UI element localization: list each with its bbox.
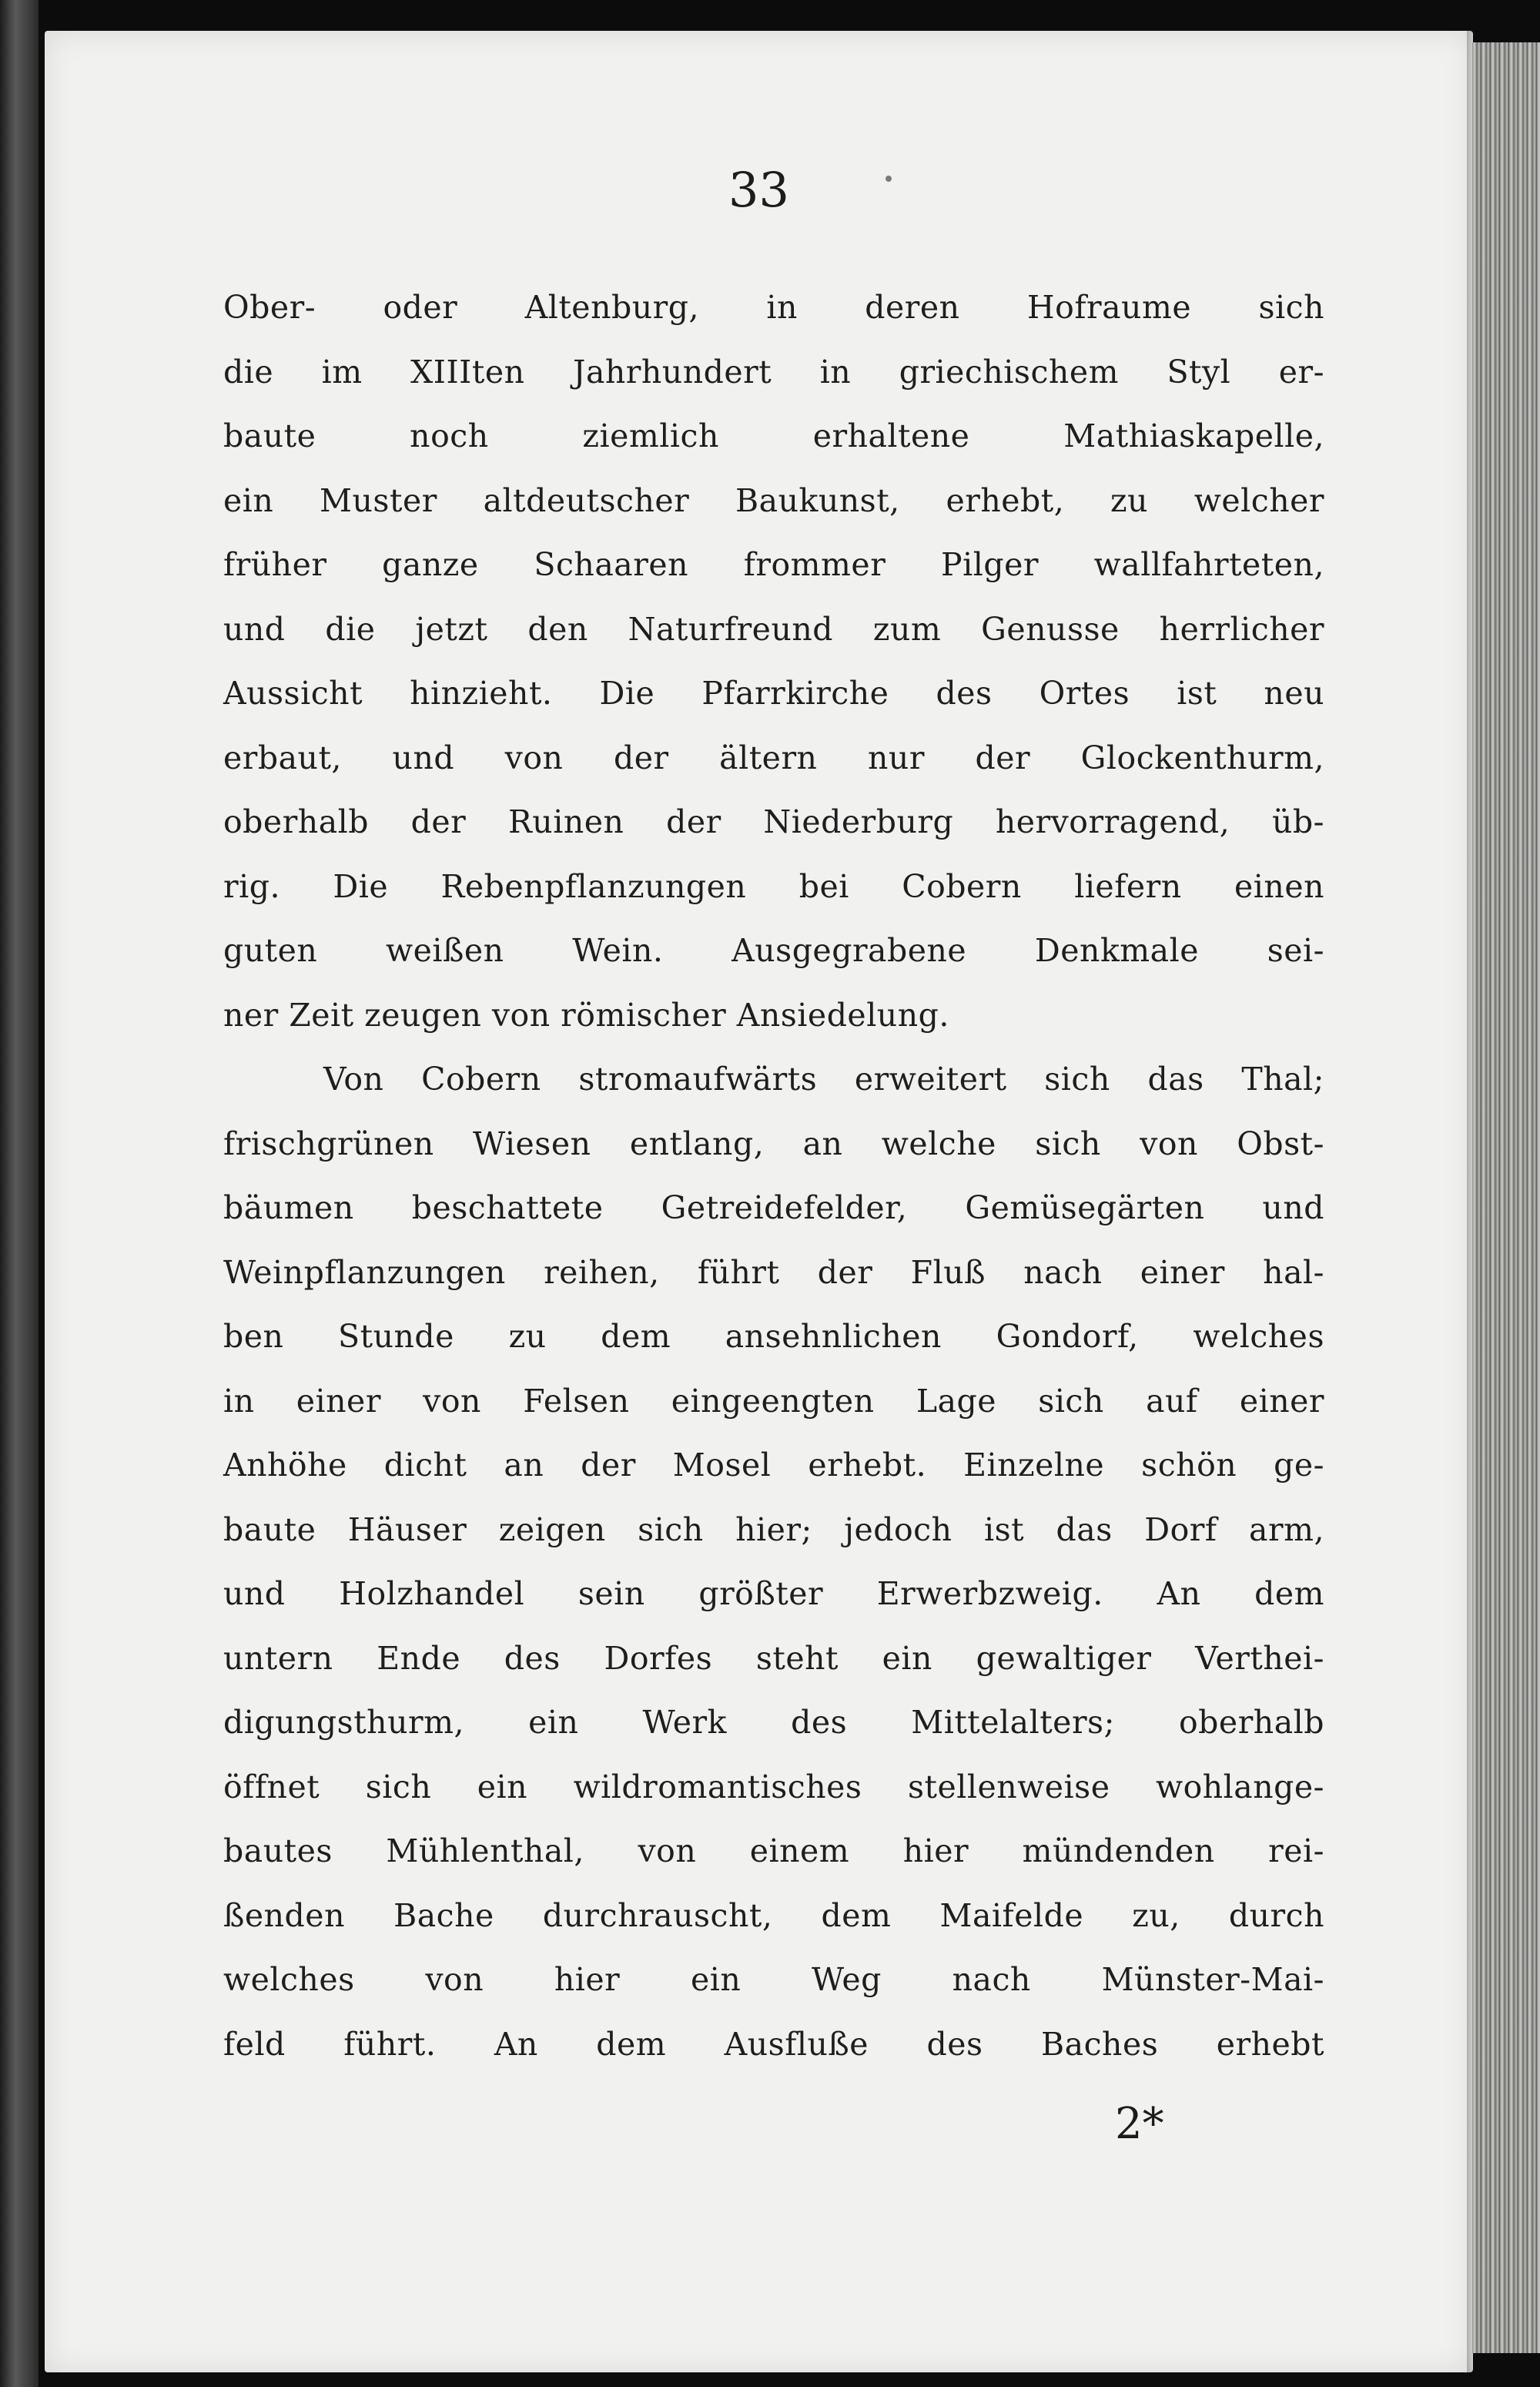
text-line: rig. Die Rebenpflanzungen bei Cobern liefern einen xyxy=(223,867,1324,905)
signature-mark: 2* xyxy=(1115,2099,1164,2149)
text-line: Ober- oder Altenburg, in deren Hofraume sich xyxy=(223,289,1324,326)
text-line: die im XIIIten Jahrhundert in griechischem Styl er- xyxy=(223,353,1324,391)
text-line: Weinpflanzungen reihen, führt der Fluß nach einer hal- xyxy=(223,1253,1324,1291)
text-line: guten weißen Wein. Ausgegrabene Denkmale sei- xyxy=(223,932,1324,969)
text-line: ßenden Bache durchrauscht, dem Maifelde zu, durch xyxy=(223,1896,1324,1934)
text-line: ein Muster altdeutscher Baukunst, erhebt, zu welcher xyxy=(223,481,1324,519)
body-text xyxy=(223,276,1324,2077)
text-line: baute noch ziemlich erhaltene Mathiaskapelle, xyxy=(223,417,1324,454)
text-line: bautes Mühlenthal, von einem hier mündenden rei- xyxy=(223,1832,1324,1869)
text-line: oberhalb der Ruinen der Niederburg hervorragend, üb- xyxy=(223,803,1324,840)
text-line: untern Ende des Dorfes steht ein gewaltiger Verthei- xyxy=(223,1639,1324,1677)
page-sheet xyxy=(45,31,1473,2372)
text-line: welches von hier ein Weg nach Münster-Mai- xyxy=(223,1961,1324,1998)
facing-page-edge xyxy=(0,0,38,2387)
text-line: digungsthurm, ein Werk des Mittelalters; oberhalb xyxy=(223,1704,1324,1741)
text-line: feld führt. An dem Ausfluße des Baches erhebt xyxy=(223,2025,1324,2063)
text-line: erbaut, und von der ältern nur der Glockenthurm, xyxy=(223,739,1324,776)
text-line: frischgrünen Wiesen entlang, an welche sich von Obst- xyxy=(223,1125,1324,1162)
text-line: früher ganze Schaaren frommer Pilger wallfahrteten, xyxy=(223,546,1324,583)
text-line: und Holzhandel sein größter Erwerbzweig. An dem xyxy=(223,1575,1324,1612)
text-line: ner Zeit zeugen von römischer Ansiedelung. xyxy=(223,996,949,1034)
book-fore-edge xyxy=(1472,42,1540,2353)
text-line: bäumen beschattete Getreidefelder, Gemüsegärten und xyxy=(223,1189,1324,1226)
text-line: Anhöhe dicht an der Mosel erhebt. Einzelne schön ge- xyxy=(223,1447,1324,1483)
text-line: und die jetzt den Naturfreund zum Genusse herrlicher xyxy=(223,610,1324,648)
text-line: baute Häuser zeigen sich hier; jedoch ist das Dorf arm, xyxy=(223,1510,1324,1548)
text-line: in einer von Felsen eingeengten Lage sich auf einer xyxy=(223,1382,1324,1420)
text-line: öffnet sich ein wildromantisches stellenweise wohlange- xyxy=(223,1768,1324,1805)
text-line: ben Stunde zu dem ansehnlichen Gondorf, welches xyxy=(223,1318,1324,1355)
text-line: Aussicht hinzieht. Die Pfarrkirche des Ortes ist neu xyxy=(223,675,1324,712)
text-line: Von Cobern stromaufwärts erweitert sich das Thal; xyxy=(323,1061,1324,1098)
page-number: 33 xyxy=(728,162,789,218)
